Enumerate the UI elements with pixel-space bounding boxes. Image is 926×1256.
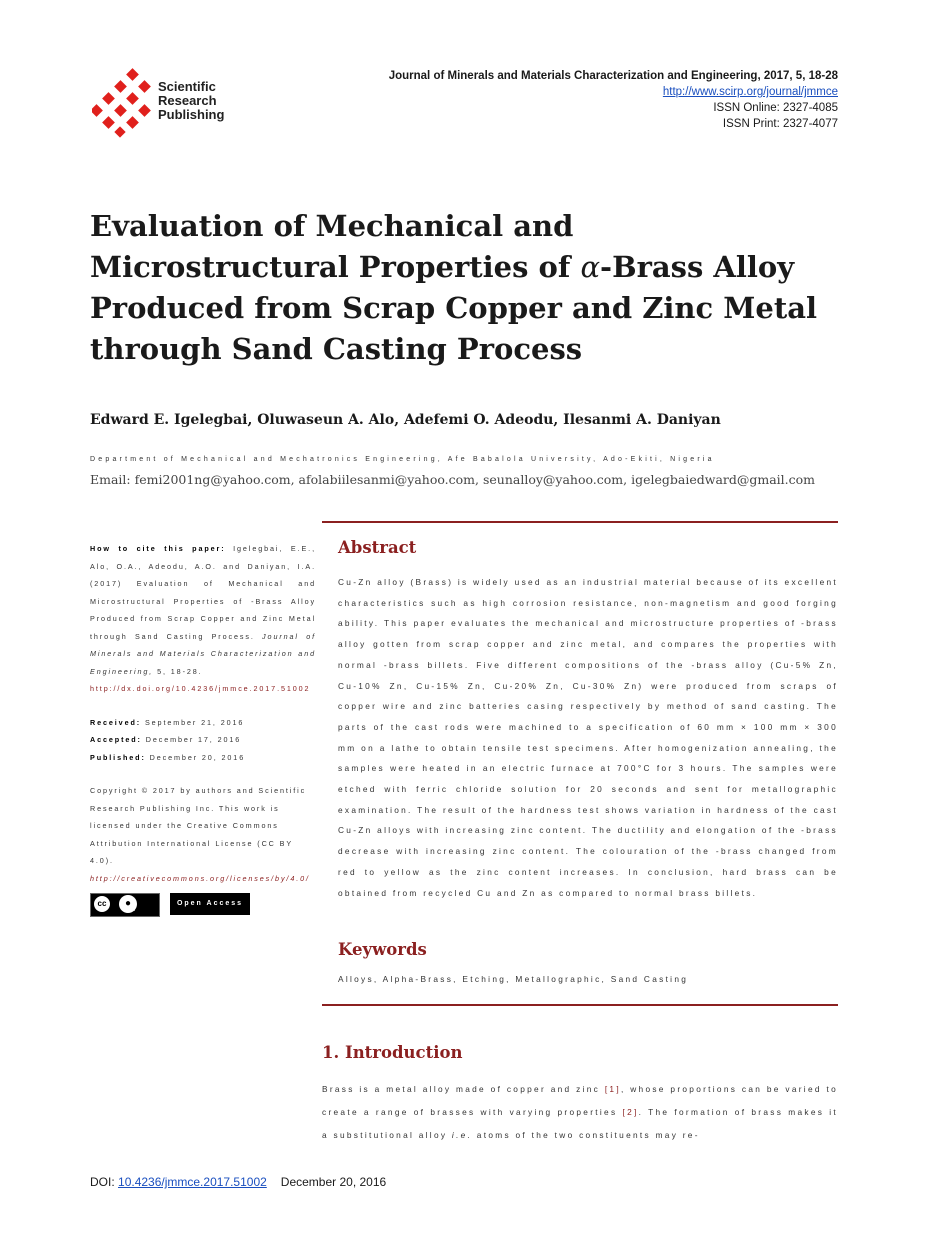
attribution-icon: ● — [119, 895, 137, 913]
copyright-notice — [90, 782, 316, 887]
paper-title-part2: -Brass Alloy Produced from Scrap Copper and Zinc Metal through Sand Casting Process — [90, 250, 818, 366]
keywords-heading: Keywords — [338, 940, 427, 959]
publisher-logo-icon — [92, 68, 156, 138]
license-badges — [90, 893, 316, 917]
paper-affiliation: Department of Mechanical and Mechatronics Engineering, Afe Babalola University, Ado-Ekiti, Nigeria — [90, 456, 715, 463]
by-label: BY — [129, 907, 137, 913]
paper-authors: Edward E. Igelegbai, Oluwaseun A. Alo, Adefemi O. Adeodu, Ilesanmi A. Daniyan — [90, 412, 721, 428]
published-label: Published: — [90, 752, 146, 762]
cc-by-badge[interactable] — [90, 893, 160, 917]
reference-link-1[interactable]: [1] — [604, 1084, 621, 1094]
reference-link-2[interactable]: [2] — [622, 1107, 639, 1117]
received-date: September 21, 2016 — [144, 717, 245, 727]
publisher-name-line2: Research — [158, 93, 217, 108]
issn-online: ISSN Online: 2327-4085 — [713, 102, 838, 114]
accepted-row — [90, 731, 316, 749]
published-row — [90, 749, 316, 767]
abstract-heading: Abstract — [338, 538, 417, 557]
keywords-bottom-rule — [322, 1004, 838, 1006]
intro-text-a: Brass is a metal alloy made of copper and zinc — [322, 1084, 605, 1094]
doi-link[interactable]: 10.4236/jmmce.2017.51002 — [118, 1175, 267, 1189]
how-to-cite — [90, 540, 316, 698]
journal-info — [389, 68, 838, 132]
sidebar-info — [90, 540, 316, 917]
journal-url-link[interactable]: http://www.scirp.org/journal/jmmce — [662, 86, 838, 98]
page-footer — [90, 1175, 386, 1189]
accepted-label: Accepted: — [90, 735, 142, 744]
paper-title-alpha: α — [580, 250, 601, 284]
article-dates — [90, 714, 316, 767]
cc-icon: cc — [94, 896, 110, 912]
published-date: December 20, 2016 — [149, 752, 246, 762]
footer-date: December 20, 2016 — [280, 1175, 387, 1189]
cite-pages: 5, 18-28. — [157, 666, 203, 676]
paper-email: Email: femi2001ng@yahoo.com, afolabiilesanmi@yahoo.com, seunalloy@yahoo.com, igelegbaiedward@gmail.com — [90, 472, 816, 487]
cite-text: Igelegbai, E.E., Alo, O.A., Adeodu, A.O. and Daniyan, I.A. (2017) Evaluation of Mechanical and Microstructural Properties of -Brass Alloy Produced from Scrap Copper and Zinc Metal through Sand Casting Process. — [90, 544, 316, 641]
paper-title — [90, 206, 830, 370]
journal-citation: Journal of Minerals and Materials Characterization and Engineering, 2017, 5, 18-28 — [388, 70, 838, 82]
introduction-text — [322, 1078, 838, 1147]
keywords-text: Alloys, Alpha-Brass, Etching, Metallographic, Sand Casting — [338, 974, 689, 984]
abstract-top-rule — [322, 521, 838, 523]
copyright-text: Copyright © 2017 by authors and Scientific Research Publishing Inc. This work is licensed under the Creative Commons Attribution International License (CC BY 4.0). — [90, 786, 307, 865]
received-label: Received: — [90, 717, 142, 727]
intro-text-b: , whose proportions can be varied to create a range of brasses with varying properties — [322, 1084, 838, 1117]
cite-doi-link[interactable]: http://dx.doi.org/10.4236/jmmce.2017.51002 — [90, 684, 311, 693]
abstract-text: Cu-Zn alloy (Brass) is widely used as an industrial material because of its excellent characteristics such as high corrosion resistance, non-magnetism and good forging ability. This paper evaluates the mechanical and microstructure properties of -brass alloy gotten from scrap copper and zinc metal, and compares the properties with normal -brass billets. Five different compositions of the -brass alloy (Cu-5% Zn, Cu-10% Zn, Cu-15% Zn, Cu-20% Zn, Cu-30% Zn) were produced from scraps of copper wire and zinc batteries casing respectively by method of sand casting. The parts of the cast rods were machined to a specification of 60 mm × 100 mm × 300 mm on a lathe to obtain tensile test specimens. After homogenization annealing, the samples were heated in an electric furnace at 700°C for 3 hours. The samples were etched with ferric chloride solution for 20 seconds and sent for metallographic examination. The result of the hardness test shows variation in hardness of the cast Cu-Zn alloys with increasing zinc content. The ductility and elongation of the -brass decrease with increasing zinc content. The colouration of the -brass changed from red to yellow as the zinc content increases. In conclusion, hard brass can be obtained from recycled Cu and Zn as compared to normal brass billets. — [338, 577, 838, 898]
publisher-name-line3: Publishing — [158, 107, 225, 122]
publisher-logo — [92, 68, 252, 138]
intro-ie: i.e. — [451, 1130, 473, 1140]
cite-journal: Journal of Minerals and Materials Characterization and Engineering, — [90, 631, 316, 676]
license-link[interactable]: http://creativecommons.org/licenses/by/4.0/ — [90, 873, 310, 883]
publisher-name-line1: Scientific — [158, 79, 216, 94]
intro-text-c: . The formation of brass makes it a substitutional alloy — [322, 1107, 839, 1140]
intro-text-d: atoms of the two constituents may re- — [472, 1130, 700, 1140]
open-access-badge: Open Access — [170, 893, 250, 915]
introduction-heading: 1. Introduction — [322, 1043, 463, 1062]
received-row — [90, 714, 316, 732]
issn-print: ISSN Print: 2327-4077 — [722, 118, 838, 130]
accepted-date: December 17, 2016 — [145, 735, 242, 744]
cite-label: How to cite this paper: — [90, 544, 226, 553]
doi-label: DOI: — [90, 1175, 119, 1189]
paper-title-part1: Evaluation of Mechanical and Microstructural Properties of — [90, 209, 581, 284]
